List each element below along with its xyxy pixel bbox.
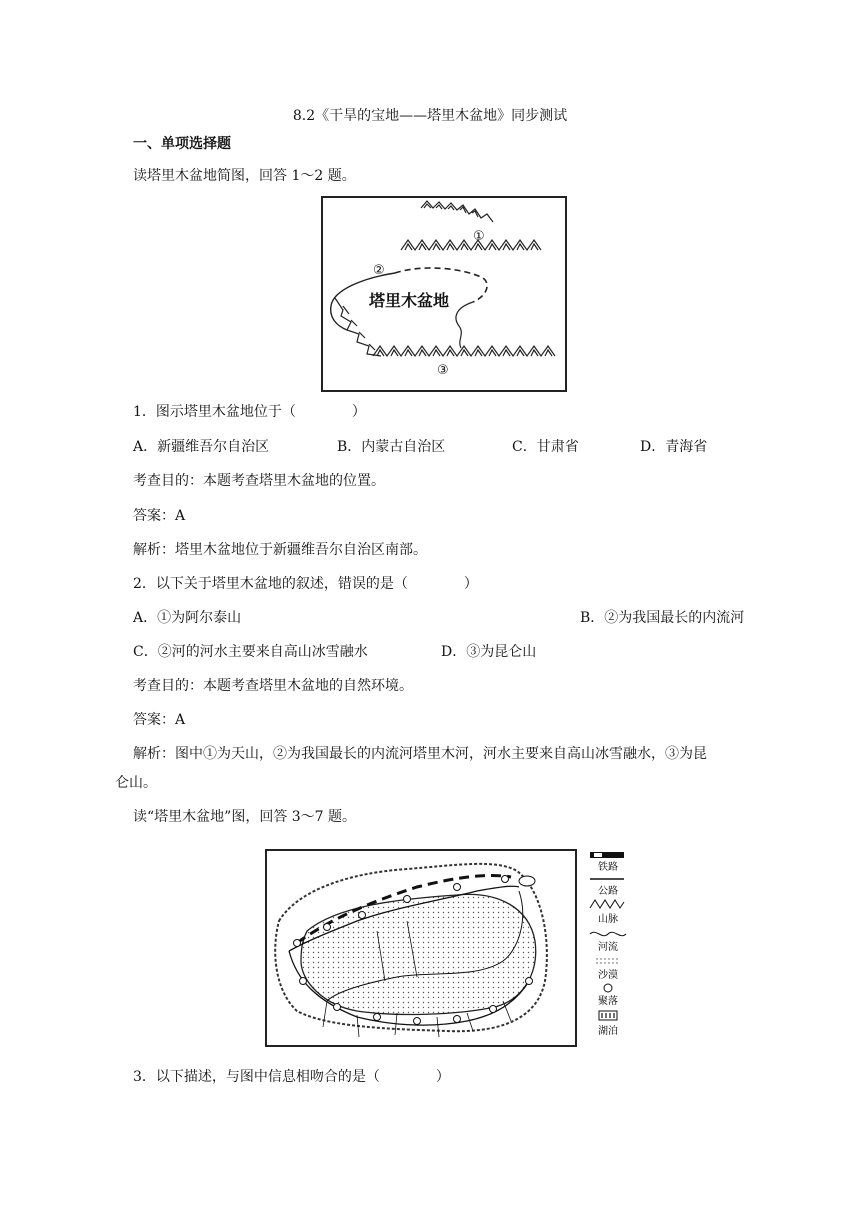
q2-analysis-line-1: 解析：图中①为天山，②为我国最长的内流河塔里木河，河水主要来自高山冰雪融水，③为昆: [133, 746, 707, 762]
legend-road-label: 公路: [598, 886, 618, 897]
q1-option-c: C．甘肃省: [512, 439, 579, 455]
q2-option-b: B．②为我国最长的内流河: [580, 610, 745, 626]
legend-settlement-label: 聚落: [598, 996, 618, 1007]
document-title: 8.2《干旱的宝地——塔里木盆地》同步测试: [292, 108, 568, 124]
legend-river-label: 河流: [598, 942, 618, 953]
tarim-basin-sketch-map: [321, 196, 567, 392]
q2-answer: 答案：A: [133, 712, 186, 728]
mountain-range-upper-left: [421, 201, 493, 222]
q1-option-d: D．青海省: [640, 439, 708, 455]
legend-river-symbol: [590, 932, 626, 935]
q2-option-d: D．③为昆仑山: [441, 644, 537, 660]
lake: [519, 876, 535, 886]
q2-analysis-line-2: 仑山。: [115, 775, 157, 791]
legend-desert-label: 沙漠: [598, 970, 618, 981]
legend-railway-label: 铁路: [598, 862, 618, 873]
q1-option-a: A．新疆维吾尔自治区: [133, 439, 270, 455]
desert-area: [301, 894, 536, 1014]
q1-option-b: B．内蒙古自治区: [337, 439, 446, 455]
sketch-map-drawing: [323, 198, 565, 390]
intro-text-1: 读塔里木盆地简图，回答 1～2 题。: [133, 168, 356, 184]
legend-mountain-symbol: [590, 900, 624, 908]
question-3-stem: 3．以下描述，与图中信息相吻合的是（ ）: [133, 1069, 450, 1085]
basin-label: 塔里木盆地: [369, 291, 450, 310]
q2-option-c: C．②河的河水主要来自高山冰雪融水: [133, 644, 368, 660]
legend-mountain-label: 山脉: [598, 914, 618, 925]
legend-lake-label: 湖泊: [598, 1026, 618, 1037]
q2-option-a: A．①为阿尔泰山: [133, 610, 242, 626]
q1-analysis: 解析：塔里木盆地位于新疆维吾尔自治区南部。: [133, 542, 427, 558]
q1-answer: 答案：A: [133, 508, 186, 524]
detailed-map-drawing: [267, 851, 575, 1045]
mark-3: ③: [437, 363, 449, 378]
q1-purpose: 考查目的：本题考查塔里木盆地的位置。: [133, 473, 385, 489]
q2-purpose: 考查目的：本题考查塔里木盆地的自然环境。: [133, 678, 413, 694]
mark-1: ①: [473, 229, 485, 244]
mountain-range-1: [401, 240, 541, 250]
river-tributary: [456, 302, 473, 348]
legend-settlement-symbol: [604, 984, 612, 992]
question-1-stem: 1．图示塔里木盆地位于（ ）: [133, 404, 366, 420]
legend-desert-symbol: [596, 956, 618, 966]
intro-text-2: 读“塔里木盆地”图，回答 3～7 题。: [133, 809, 357, 825]
tarim-basin-detailed-map: [265, 849, 577, 1047]
mark-2: ②: [373, 263, 385, 278]
map-legend: [588, 850, 628, 1045]
section-heading: 一、单项选择题: [133, 136, 231, 152]
mountain-range-3: [373, 346, 555, 356]
question-2-stem: 2．以下关于塔里木盆地的叙述，错误的是（ ）: [133, 576, 478, 592]
